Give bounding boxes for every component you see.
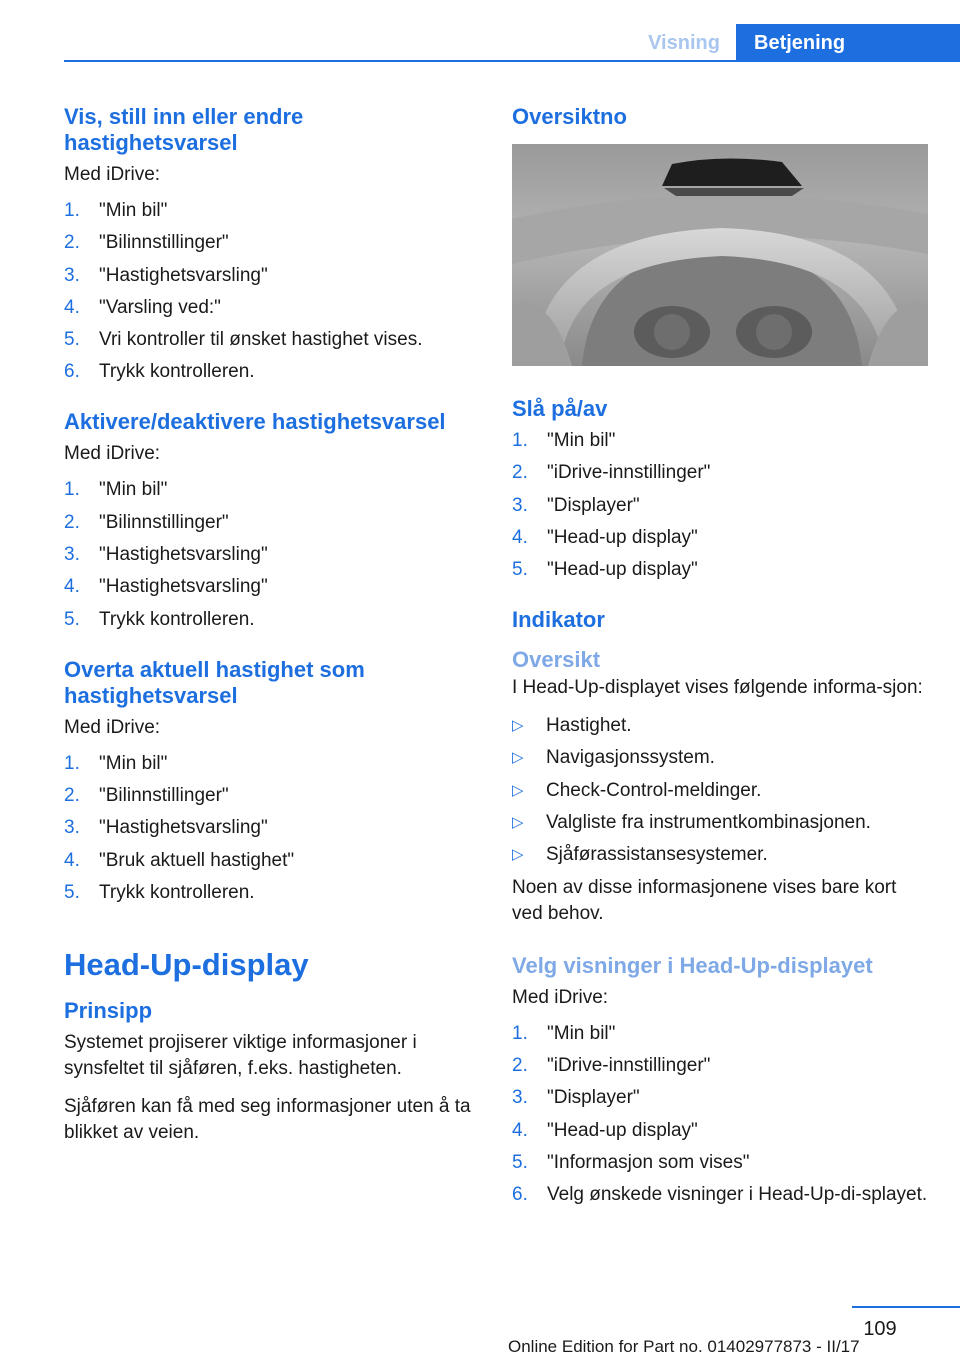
list-item: 1. "Min bil" [512,430,616,451]
list-item: 1. "Min bil" [64,200,168,221]
oversikt-paragraph: I Head-Up-displayet vises følgende informa‐sjon: [512,677,923,699]
list-item: ▷ Navigasjonssystem. [512,745,928,771]
list-item: 4. "Head-up display" [512,1119,698,1141]
list-item: 4. "Hastighetsvarsling" [64,576,268,598]
principle-paragraph-2: Sjåføren kan få med seg informasjoner uten å ta blikket av veien. [64,1095,471,1143]
list-item: 3. "Hastighetsvarsling" [64,264,268,286]
section-title-principle: Prinsipp [64,997,153,1023]
list-item: 5. "Informasjon som vises" [512,1151,750,1173]
section-intro: Med iDrive: [64,164,161,185]
triangle-bullet-icon: ▷ [512,781,524,799]
list-item: 3. "Hastighetsvarsling" [64,817,268,839]
triangle-bullet-icon: ▷ [512,749,524,767]
list-item: 4. "Head-up display" [512,526,698,548]
steps-list-3 [64,751,474,906]
list-item: 3. "Displayer" [512,494,640,516]
section-title-activate: Aktivere/deaktivere hastighetsvarsel [64,409,446,435]
list-item: 2. "iDrive-innstillinger" [512,1054,711,1076]
list-item: 1. "Min bil" [64,479,168,501]
list-item: 4. "Bruk aktuell hastighet" [64,849,295,871]
triangle-bullet-icon: ▷ [512,717,524,735]
right-column [512,104,928,1232]
footer-rule [852,1306,960,1308]
page-number: 109 [863,1318,897,1340]
list-item: 2. "Bilinnstillinger" [64,511,229,533]
steps-list-select [512,1021,928,1208]
subsection-title-select-views: Velg visninger i Head-Up-displayet [512,952,873,978]
list-item: 5. Trykk kontrolleren. [64,881,255,903]
steps-list-2 [64,477,474,632]
left-column [64,104,474,1158]
section-title-on-off: Slå på/av [512,396,608,421]
section-intro: Med iDrive: [64,716,161,738]
list-item: ▷ Valgliste fra instrumentkombinasjonen. [512,810,928,836]
principle-paragraph-1: Systemet projiserer viktige informasjoner i synsfeltet til sjåføren, f.eks. hastigheten. [64,1031,417,1079]
section-title-indicator: Indikator [512,607,605,633]
dashboard-photo [512,144,928,366]
list-item: 4. "Varsling ved:" [64,296,221,318]
note-paragraph: Noen av disse informasjonene vises bare kort ved behov. [512,876,897,924]
list-item: 3. "Displayer" [512,1087,640,1109]
steps-list-1 [64,198,474,385]
list-item: 1. "Min bil" [512,1022,616,1044]
subsection-title-oversikt: Oversikt [512,647,601,673]
list-item: 5. Vri kontroller til ønsket hastighet vises. [64,329,423,351]
list-item: 2. "Bilinnstillinger" [64,232,229,254]
steps-list-on-off [512,428,928,583]
bullet-list [512,713,928,868]
list-item: 6. Velg ønskede visninger i Head-Up-di‐splayet. [512,1184,928,1206]
page-header [0,0,960,62]
chapter-title: Head-Up-display [64,946,309,982]
list-item: ▷ Sjåførassistansesystemer. [512,842,928,868]
section-intro: Med iDrive: [512,986,609,1008]
list-item: 5. "Head-up display" [512,559,698,581]
list-item: 2. "Bilinnstillinger" [64,784,229,806]
section-title-show-set: Vis, still inn eller endre hastighetsvarsel [64,104,304,155]
triangle-bullet-icon: ▷ [512,814,524,832]
edition-text: Online Edition for Part no. 01402977873 - II/17 [508,1337,860,1356]
list-item: 3. "Hastighetsvarsling" [64,544,268,566]
list-item: 1. "Min bil" [64,752,168,774]
list-item: 6. Trykk kontrolleren. [64,361,255,383]
list-item: ▷ Hastighet. [512,713,928,739]
list-item: 2. "iDrive-innstillinger" [512,462,711,484]
header-rule [64,60,960,62]
triangle-bullet-icon: ▷ [512,846,524,864]
list-item: ▷ Check-Control-meldinger. [512,778,928,804]
list-item: 5. Trykk kontrolleren. [64,608,255,630]
tab-betjening[interactable]: Betjening [736,24,960,62]
section-intro: Med iDrive: [64,443,161,465]
section-title-overview: Oversiktno [512,104,627,129]
section-title-take-over: Overta aktuell hastighet som hastighetsvarsel [64,656,365,708]
tab-visning[interactable]: Visning [648,32,720,54]
